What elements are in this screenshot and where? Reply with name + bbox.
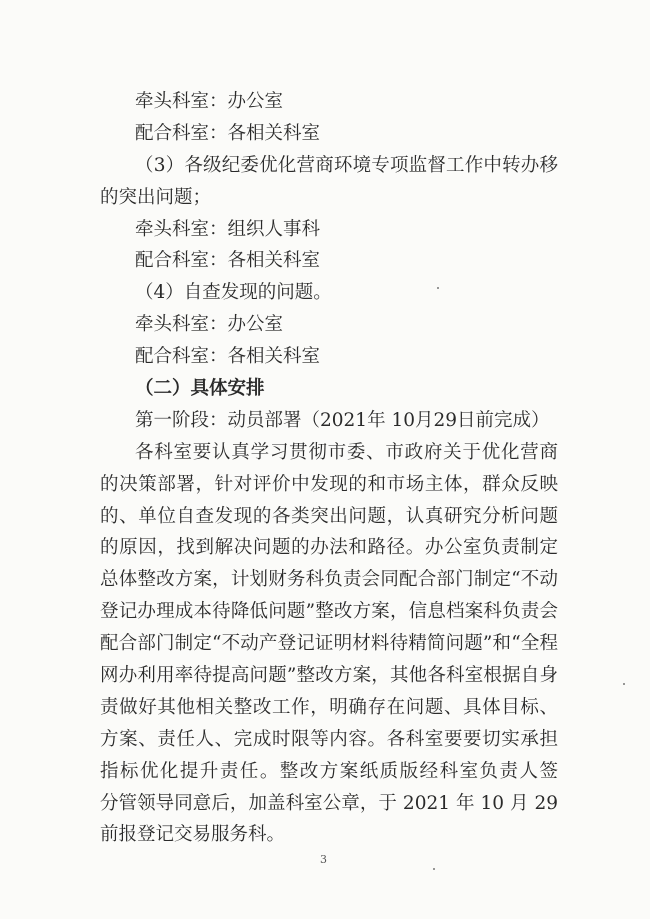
- text-line: 各科室要认真学习贯彻市委、市政府关于优化营商: [135, 441, 558, 463]
- text-line: 牵头科室：组织人事科: [135, 218, 321, 240]
- text-line: 配合科室：各相关科室: [135, 346, 321, 368]
- text-line: 指标优化提升责任。整改方案纸质版经科室负责人签: [100, 760, 558, 782]
- text-line: 的原因，找到解决问题的办法和路径。办公室负责制定: [100, 537, 558, 559]
- text-line: 配合科室：各相关科室: [135, 250, 321, 272]
- text-line: （4）自查发现的问题。: [135, 282, 332, 304]
- text-line: 前报登记交易服务科。: [100, 824, 286, 846]
- document-body: [100, 86, 558, 851]
- page-number: 3: [320, 853, 327, 866]
- text-line: 配合部门制定“不动产登记证明材料待精简问题”和“全程: [100, 633, 558, 655]
- text-line: 的突出问题；: [100, 186, 212, 208]
- section-heading: （二）具体安排: [135, 378, 265, 400]
- scan-speck: [623, 683, 625, 685]
- text-line: 的决策部署，针对评价中发现的和市场主体，群众反映: [100, 473, 558, 495]
- text-line: 配合科室：各相关科室: [135, 122, 321, 144]
- text-line: 牵头科室：办公室: [135, 314, 284, 336]
- scan-speck: [433, 868, 435, 870]
- text-line: 的、单位自查发现的各类突出问题，认真研究分析问题: [100, 505, 558, 527]
- scan-speck: [437, 287, 439, 289]
- text-line: （3）各级纪委优化营商环境专项监督工作中转办移: [135, 154, 558, 176]
- text-line: 网办利用率待提高问题”整改方案，其他各科室根据自身: [100, 665, 558, 687]
- text-line: 牵头科室：办公室: [135, 91, 284, 112]
- text-line: 第一阶段：动员部署（2021年 10月29日前完成）: [135, 409, 550, 431]
- text-line: 方案、责任人、完成时限等内容。各科室要要切实承担: [100, 728, 558, 750]
- text-line: 登记办理成本待降低问题”整改方案，信息档案科负责会: [100, 601, 558, 623]
- text-line: 总体整改方案，计划财务科负责会同配合部门制定“不动: [100, 569, 558, 591]
- text-line: 责做好其他相关整改工作，明确存在问题、具体目标、: [100, 696, 558, 718]
- text-line: 分管领导同意后，加盖科室公章，于 2021 年 10 月 29: [100, 792, 558, 814]
